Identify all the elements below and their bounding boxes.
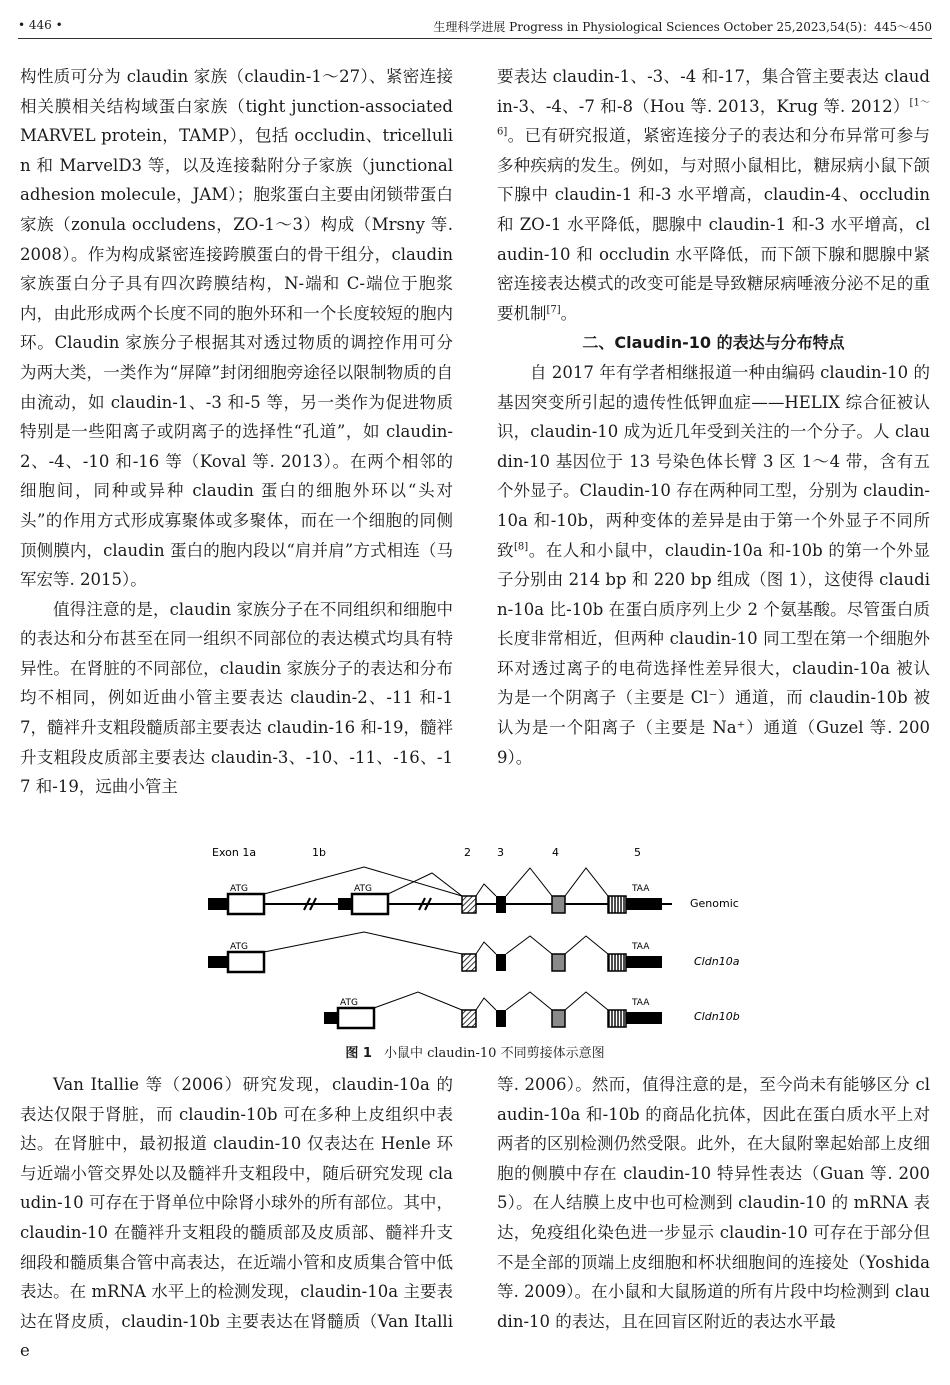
exon-2-box — [462, 896, 476, 913]
text-run: 要表达 claudin-1、-3、-4 和-17，集合管主要表达 claudin-3、-4、-7 和-8（Hou 等. 2013，Krug 等. 2012） — [497, 67, 930, 116]
atg-label: ATG — [354, 884, 372, 894]
exon-label: Exon 1a — [212, 846, 257, 859]
figure-caption — [0, 1042, 950, 1061]
utr-block — [338, 898, 352, 910]
utr-block — [626, 898, 662, 910]
splice-connector — [476, 884, 496, 896]
exon-5-box — [608, 954, 626, 971]
row-label-cldn10a: Cldn10a — [694, 955, 740, 968]
cldn10a-track — [208, 932, 740, 972]
atg-label: ATG — [340, 998, 358, 1008]
paragraph: 构性质可分为 claudin 家族（claudin-1～27）、紧密连接相关膜相关结构域蛋白家族（tight junction-associated MARVEL protein，TAMP），包括 occludin、tricellulin 和 MarvelD3 等，以及连接黏附分子家族（junctional adhesion molecule，JAM）；胞浆蛋白主要由闭锁带蛋白家族（zonula occludens，ZO-1～3）构成（Mrsny 等. 2008）。作为构成紧密连接跨膜蛋白的骨干组分，claudin 家族蛋白分子具有四次跨膜结构，N-端和 C-端位于胞浆内，由此形成两个长度不同的胞外环和一个长度较短的胞内环。Claudin 家族分子根据其对透过物质的调控作用可分为两大类，一类作为“屏障”封闭细胞旁途径以限制物质的自由流动，如 claudin-1、-3 和-5 等，另一类作为促进物质特别是一些阳离子或阴离子的选择性“孔道”，如 claudin-2、-4、-10 和-16 等（Koval 等. 2013）。在两个相邻的细胞间，同种或异种 claudin 蛋白的细胞外环以“头对头”的作用方式形成寡聚体或多聚体，而在一个细胞的同侧顶侧膜内，claudin 蛋白的胞内段以“肩并肩”方式相连（马军宏等. 2015）。 — [20, 67, 453, 590]
column-bottom-left — [20, 1070, 453, 1366]
taa-label: TAA — [632, 942, 650, 952]
splice-connector — [506, 992, 552, 1010]
text-run: 。在人和小鼠中，claudin-10a 和-10b 的第一个外显子分别由 214 bp 和 220 bp 组成（图 1），这使得 claudin-10a 比-10b 在蛋白质序列上少 2 个氨基酸。尽管蛋白质长度非常相近，但两种 claudin-10 同工型在第一个细胞外环对透过离子的电荷选择性差异很大，claudin-10a 被认为是一个阴离子（主要是 Cl⁻）通道，而 claudin-10b 被认为是一个阳离子（主要是 Na⁺）通道（Guzel 等. 2009）。 — [497, 540, 931, 767]
utr-block — [626, 956, 662, 968]
splice-connector — [506, 868, 552, 896]
paragraph: 值得注意的是，claudin 家族分子在不同组织和细胞中的表达和分布甚至在同一组织不同部位的表达模式均具有特异性。在肾脏的不同部位，claudin 家族分子的表达和分布均不相同，例如近曲小管主要表达 claudin-2、-11 和-17，髓袢升支粗段髓质部主要表达 claudin-16 和-19，髓袢升支粗段皮质部主要表达 claudin-3、-10、-11、-16、-17 和-19，远曲小管主 — [20, 599, 453, 797]
splice-connector — [565, 992, 608, 1010]
paragraph — [497, 62, 930, 328]
splice-connector — [506, 936, 552, 954]
exon-4-box — [552, 1010, 565, 1027]
exon-label: 2 — [464, 846, 471, 859]
utr-block — [208, 898, 228, 910]
citation-marker[interactable]: [1～6] — [497, 97, 930, 138]
taa-label: TAA — [632, 998, 650, 1008]
utr-block — [208, 956, 228, 968]
exon-1a-box — [228, 894, 264, 914]
splice-connector — [374, 992, 462, 1010]
exon-1b-box — [338, 1008, 374, 1028]
exon-4-box — [552, 954, 565, 971]
column-top-right — [497, 62, 930, 772]
splice-connector — [264, 932, 462, 954]
section-heading: 二、Claudin-10 的表达与分布特点 — [582, 333, 845, 353]
row-label-genomic: Genomic — [690, 897, 739, 910]
row-label-cldn10b: Cldn10b — [694, 1010, 740, 1023]
exon-2-box — [462, 954, 476, 971]
atg-label: ATG — [230, 942, 248, 952]
column-top-left — [20, 62, 453, 802]
figure-caption-label: 图 1 — [345, 1046, 372, 1061]
exon-label: 3 — [497, 846, 504, 859]
exon-3-box — [496, 896, 506, 913]
utr-block — [626, 1012, 662, 1024]
column-bottom-right — [497, 1070, 930, 1336]
genomic-track — [208, 867, 739, 914]
taa-label: TAA — [632, 884, 650, 894]
utr-block — [324, 1012, 338, 1024]
exon-5-box — [608, 1010, 626, 1027]
page-number: • 446 • — [18, 18, 63, 32]
exon-5-box — [608, 896, 626, 913]
running-header — [18, 8, 932, 39]
text-run: 。已有研究报道，紧密连接分子的表达和分布异常可参与多种疾病的发生。例如，与对照小鼠相比，糖尿病小鼠下颌下腺中 claudin-1 和-3 水平增高，claudin-4、occludin 和 ZO-1 水平降低，腮腺中 claudin-1 和-3 水平增高，claudin-10 和 occludin 水平降低，而下颌下腺和腮腺中紧密连接表达模式的改变可能是导致糖尿病唾液分泌不足的重要机制 — [497, 126, 930, 323]
text-run: 自 2017 年有学者相继报道一种由编码 claudin-10 的基因突变所引起的遗传性低钾血症——HELIX 综合征被认识，claudin-10 成为近几年受到关注的一个分子。人 claudin-10 基因位于 13 号染色体长臂 3 区 1～4 带，含有五个外显子。Claudin-10 存在两种同工型，分别为 claudin-10a 和-10b，两种变体的差异是由于第一个外显子不同所致 — [497, 362, 930, 560]
paragraph: Van Itallie 等（2006）研究发现，claudin-10a 的表达仅限于肾脏，而 claudin-10b 可在多种上皮组织中表达。在肾脏中，最初报道 claudin-10 仅表达在 Henle 环与近端小管交界处以及髓袢升支粗段中，随后研究发现 claudin-10 可存在于肾单位中除肾小球外的所有部位。其中，claudin-10 在髓袢升支粗段的髓质部及皮质部、髓袢升支细段和髓质集合管中高表达，在近端小管和皮质集合管中低表达。在 mRNA 水平上的检测发现，claudin-10a 主要表达在肾皮质，claudin-10b 主要表达在肾髓质（Van Itallie — [20, 1075, 453, 1361]
paragraph: 等. 2006）。然而，值得注意的是，至今尚未有能够区分 claudin-10a 和-10b 的商品化抗体，因此在蛋白质水平上对两者的区别检测仍然受限。此外，在大鼠附睾起始部上皮细胞的侧膜中存在 claudin-10 特异性表达（Guan 等. 2005）。在人结膜上皮中也可检测到 claudin-10 的 mRNA 表达，免疫组化染色进一步显示 claudin-10 可存在于部分但不是全部的顶端上皮细胞和杯状细胞间的连接处（Yoshida 等. 2009）。在小鼠和大鼠肠道的所有片段中均检测到 claudin-10 的表达，且在回盲区附近的表达水平最 — [497, 1075, 930, 1331]
exon-2-box — [462, 1010, 476, 1027]
citation-marker[interactable]: [8] — [514, 541, 529, 552]
splice-connector — [476, 998, 496, 1010]
figure-caption-text: 小鼠中 claudin-10 不同剪接体示意图 — [383, 1046, 605, 1061]
splice-connector — [565, 868, 608, 896]
exon-4-box — [552, 896, 565, 913]
atg-label: ATG — [230, 884, 248, 894]
exon-1a-box — [228, 952, 264, 972]
splice-connector — [476, 942, 496, 954]
exon-label: 4 — [552, 846, 559, 859]
text-run: 。 — [560, 303, 578, 323]
citation-marker[interactable]: [7] — [546, 304, 561, 316]
exon-3-box — [496, 954, 506, 971]
paragraph — [497, 358, 930, 772]
exon-1b-box — [352, 894, 388, 914]
splice-connector — [565, 936, 608, 954]
exon-label: 5 — [634, 846, 641, 859]
figure-1-splice-diagram — [200, 840, 760, 1030]
exon-3-box — [496, 1010, 506, 1027]
journal-citation: 生理科学进展 Progress in Physiological Sciences October 25,2023,54(5)：445～450 — [433, 20, 932, 34]
exon-label: 1b — [312, 846, 326, 859]
splice-diagram-svg — [200, 840, 760, 1030]
cldn10b-track — [324, 992, 740, 1028]
